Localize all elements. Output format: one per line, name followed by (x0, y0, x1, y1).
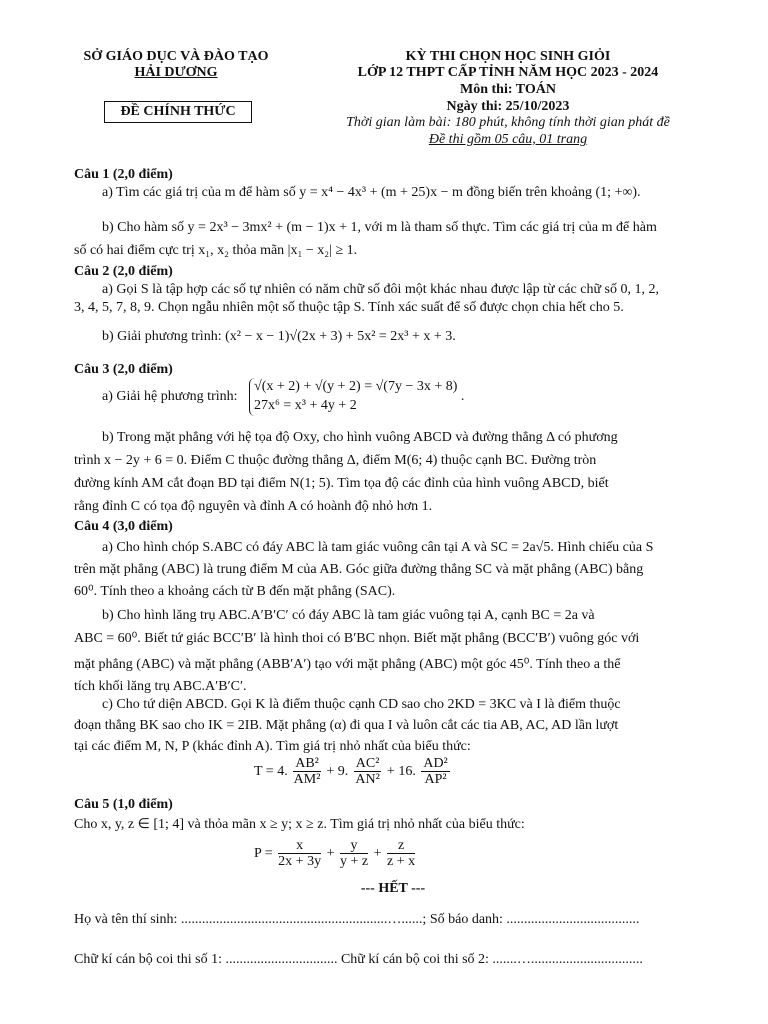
exam-duration: Thời gian làm bài: 180 phút, không tính thời gian phát đề (346, 115, 670, 130)
q1b-line2: số có hai điểm cực trị x₁, x₂ thỏa mãn |x₁ − x₂| ≥ 1. (74, 243, 358, 258)
fraction-y (340, 838, 368, 870)
fraction-numerator: AC² (355, 756, 380, 771)
end-marker: --- HẾT --- (360, 881, 426, 896)
q4-title: Câu 4 (3,0 điểm) (74, 519, 173, 534)
fraction-numerator: y (340, 838, 368, 854)
formula-operator: + (373, 846, 382, 862)
q3a-label: a) Giải hệ phương trình: (102, 389, 238, 405)
q4a-line3: 60⁰. Tính theo a khoảng cách từ B đến mặt phẳng (SAC). (74, 584, 396, 599)
fraction-ab (293, 756, 321, 788)
candidate-info-line: Họ và tên thí sinh: ...........................................................…......; Số báo danh: ...................................... (74, 912, 640, 927)
fraction-ad (421, 756, 449, 788)
q4c-line3: tại các điểm M, N, P (khác đỉnh A). Tìm giá trị nhỏ nhất của biểu thức: (74, 739, 471, 754)
q2b-text: b) Giải phương trình: (x² − x − 1)√(2x + 3) + 5x² = 2x³ + x + 3. (102, 329, 456, 344)
q3b-line3: đường kính AM cắt đoạn BD tại điểm N(1; 5). Tìm tọa độ các đỉnh của hình vuông ABCD, biết (74, 476, 609, 491)
q1-title: Câu 1 (2,0 điểm) (74, 167, 173, 182)
exam-pages: Đề thi gồm 05 câu, 01 trang (428, 132, 588, 147)
q5-formula (254, 838, 417, 870)
fraction-numerator: AB² (295, 756, 319, 771)
q4b-line1: b) Cho hình lăng trụ ABC.A′B′C′ có đáy ABC là tam giác vuông tại A, cạnh BC = 2a và (102, 608, 595, 623)
q4a-line1: a) Cho hình chóp S.ABC có đáy ABC là tam giác vuông cân tại A và SC = 2a√5. Hình chiếu của S (102, 540, 654, 555)
q4b-line4: tích khối lăng trụ ABC.A′B′C′. (74, 679, 247, 694)
equation-system-brace (249, 378, 457, 416)
q3a-eq2: 27x⁶ = x³ + 4y + 2 (254, 397, 357, 413)
q1a-text: a) Tìm các giá trị của m để hàm số y = x⁴ − 4x³ + (m + 25)x − m đồng biến trên khoảng (1; +∞). (102, 185, 641, 200)
fraction-denominator: AM² (293, 772, 321, 788)
fraction-denominator: z + x (387, 854, 416, 870)
fraction-numerator: AD² (423, 756, 448, 771)
q3a-system (102, 378, 464, 416)
q4c-formula (254, 756, 452, 788)
q2-title: Câu 2 (2,0 điểm) (74, 264, 173, 279)
fraction-denominator: AP² (424, 772, 447, 788)
fraction-denominator: 2x + 3y (278, 854, 322, 870)
q1b-line1: b) Cho hàm số y = 2x³ − 3mx² + (m − 1)x + 1, với m là tham số thực. Tìm các giá trị của m để hàm (102, 220, 657, 235)
q3a-end: . (460, 389, 465, 405)
fraction-numerator: x (278, 838, 321, 854)
q5-title: Câu 5 (1,0 điểm) (74, 797, 173, 812)
fraction-x (278, 838, 321, 870)
q3a-eq1: √(x + 2) + √(y + 2) = √(7y − 3x + 8) (254, 379, 458, 394)
formula-operator: + (326, 846, 335, 862)
official-stamp: ĐỀ CHÍNH THỨC (104, 101, 252, 123)
dept-name: SỞ GIÁO DỤC VÀ ĐÀO TẠO (83, 49, 269, 64)
exam-subject: Môn thi: TOÁN (460, 82, 556, 97)
q3-title: Câu 3 (2,0 điểm) (74, 362, 173, 377)
q3b-line2: trình x − 2y + 6 = 0. Điểm C thuộc đường thẳng Δ, điểm M(6; 4) thuộc cạnh BC. Đường tròn (74, 453, 597, 468)
fraction-numerator: z (387, 838, 415, 854)
province-name: HẢI DƯƠNG (134, 65, 218, 80)
exam-title: KỲ THI CHỌN HỌC SINH GIỎI (405, 49, 611, 64)
q3b-line1: b) Trong mặt phẳng với hệ tọa độ Oxy, cho hình vuông ABCD và đường thẳng Δ có phương (102, 430, 618, 445)
q4a-line2: trên mặt phẳng (ABC) là trung điểm M của AB. Góc giữa đường thẳng SC và mặt phẳng (ABC) bằng (74, 562, 644, 577)
q2a-line2: 3, 4, 5, 7, 8, 9. Chọn ngẫu nhiên một số thuộc tập S. Tính xác suất để số được chọn chia hết cho 5. (74, 300, 624, 315)
q2a-line1: a) Gọi S là tập hợp các số tự nhiên có năm chữ số đôi một khác nhau được lập từ các chữ số 0, 1, 2, (102, 282, 659, 297)
fraction-ac (354, 756, 382, 788)
q3b-line4: rằng đỉnh C có tọa độ nguyên và đỉnh A có hoành độ nhỏ hơn 1. (74, 499, 433, 514)
formula-lhs: T = 4. (254, 764, 288, 780)
q4c-line2: đoạn thẳng BK sao cho IK = 2IB. Mặt phẳng (α) đi qua I và luôn cắt các tia AB, AC, AD lần lượt (74, 718, 619, 733)
q4b-line2: ABC = 60⁰. Biết tứ giác BCC′B′ là hình thoi có B′BC nhọn. Biết mặt phẳng (BCC′B′) vuông góc với (74, 631, 640, 646)
exam-date: Ngày thi: 25/10/2023 (446, 99, 570, 114)
fraction-denominator: AN² (355, 772, 380, 788)
fraction-denominator: y + z (339, 854, 369, 870)
exam-level: LỚP 12 THPT CẤP TỈNH NĂM HỌC 2023 - 2024 (357, 65, 659, 80)
formula-operator: + 9. (326, 764, 349, 780)
q5-text: Cho x, y, z ∈ [1; 4] và thỏa mãn x ≥ y; x ≥ z. Tìm giá trị nhỏ nhất của biểu thức: (74, 817, 525, 832)
formula-operator: + 16. (386, 764, 416, 780)
fraction-z (387, 838, 415, 870)
q4b-line3: mặt phẳng (ABC) và mặt phẳng (ABB′A′) tạo với mặt phẳng (ABC) một góc 45⁰. Tính theo a thể (74, 657, 621, 672)
q4c-line1: c) Cho tứ diện ABCD. Gọi K là điểm thuộc cạnh CD sao cho 2KD = 3KC và I là điểm thuộc (102, 697, 621, 712)
formula-lhs: P = (254, 846, 273, 862)
proctor-signature-line: Chữ kí cán bộ coi thi số 1: ................................ Chữ kí cán bộ coi thi số 2: .......…................................ (74, 952, 643, 967)
